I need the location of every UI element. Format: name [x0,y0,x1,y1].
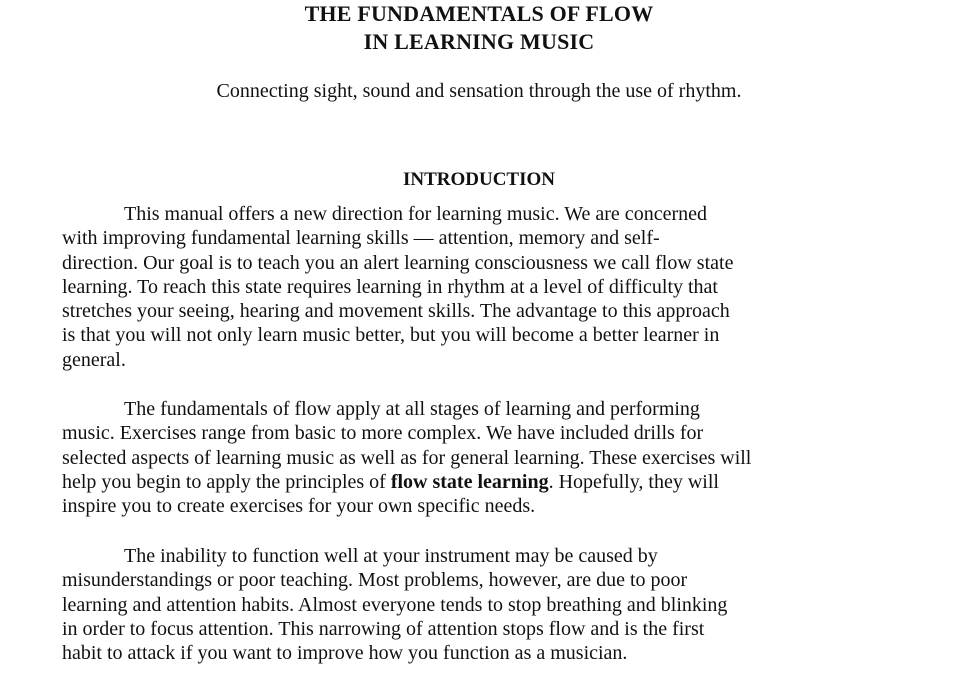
paragraph-line: selected aspects of learning music as well as for general learning. These exercises will [62,446,752,469]
section-heading: INTRODUCTION [402,168,556,190]
document-title-line-2: IN LEARNING MUSIC [363,29,595,54]
paragraph-line: learning and attention habits. Almost everyone tends to stop breathing and blinking [62,593,728,616]
paragraph-2 [62,397,912,518]
paragraph-3 [62,544,912,665]
emphasis-flow-state-learning: flow state learning [390,470,549,493]
paragraph-line: direction. Our goal is to teach you an alert learning consciousness we call flow state [62,251,734,274]
paragraph-1 [62,202,912,372]
paragraph-line: with improving fundamental learning skills — attention, memory and self- [62,227,660,250]
paragraph-line: general. [62,348,126,371]
paragraph-line: This manual offers a new direction for learning music. We are concerned [124,203,707,225]
paragraph-line: The inability to function well at your instrument may be caused by [124,545,658,567]
paragraph-line: in order to focus attention. This narrowing of attention stops flow and is the first [62,617,705,640]
document-title-line-1: THE FUNDAMENTALS OF FLOW [304,1,654,26]
document-subtitle: Connecting sight, sound and sensation through the use of rhythm. [216,80,742,102]
paragraph-line: The fundamentals of flow apply at all stages of learning and performing [124,398,700,420]
paragraph-line: inspire you to create exercises for your own specific needs. [62,495,536,518]
paragraph-text: help you begin to apply the principles of [62,470,391,493]
paragraph-line: misunderstandings or poor teaching. Most problems, however, are due to poor [62,569,688,592]
paragraph-line: learning. To reach this state requires learning in rhythm at a level of difficulty that [62,275,718,298]
paragraph-line: is that you will not only learn music better, but you will become a better learner in [62,324,720,347]
paragraph-line: habit to attack if you want to improve how you function as a musician. [62,642,628,665]
paragraph-text: . Hopefully, they will [548,470,719,493]
paragraph-line: stretches your seeing, hearing and movement skills. The advantage to this approach [62,300,730,323]
paragraph-line: music. Exercises range from basic to more complex. We have included drills for [62,422,704,445]
paragraph-line [62,470,912,494]
